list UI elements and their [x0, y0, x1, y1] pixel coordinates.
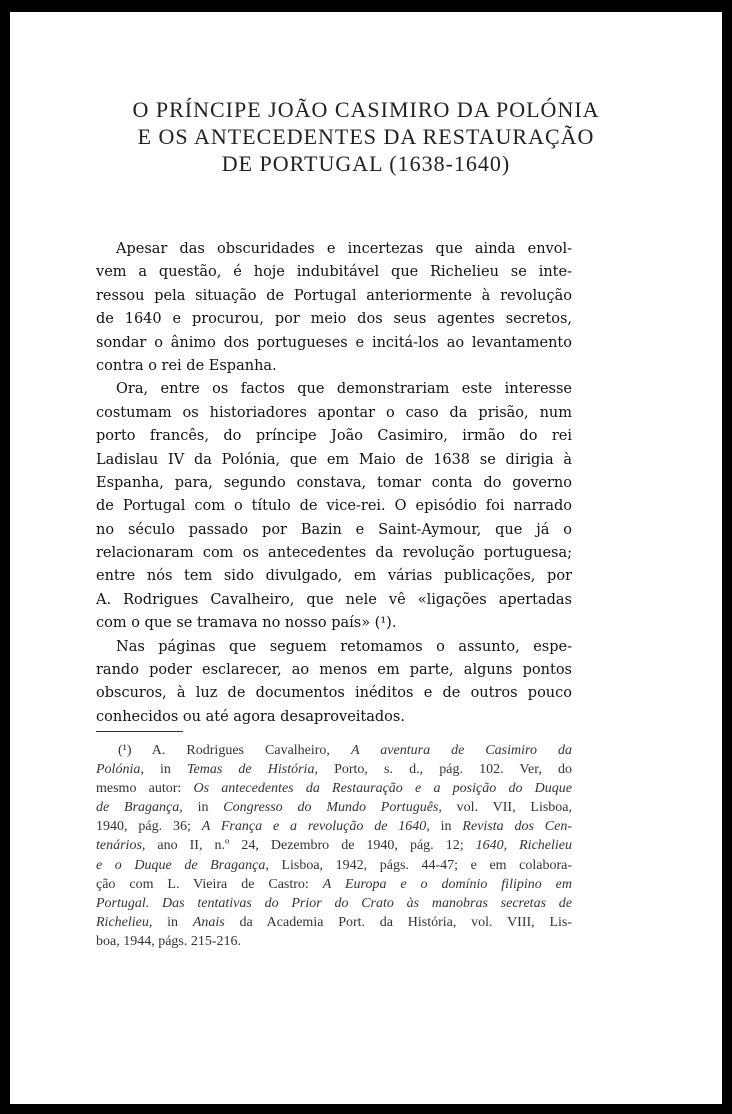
text-line: obscuros, à luz de documentos inéditos e de outros pouco	[96, 685, 572, 702]
footnote-line	[96, 817, 572, 836]
text-line: de Portugal com o título de vice-rei. O episódio foi narrado	[96, 498, 572, 515]
footnote-italic: A aventura de Casimiro da	[350, 743, 572, 758]
text-line: A. Rodrigues Cavalheiro, que nele vê «ligações apertadas	[96, 591, 572, 608]
footnote-italic: 1640, Richelieu	[475, 838, 572, 854]
paragraph-1	[96, 238, 572, 378]
book-page	[10, 12, 722, 1104]
footnote-line	[96, 741, 572, 760]
footnote-italic: Anais	[192, 914, 225, 930]
footnote-italic: Richelieu,	[96, 914, 153, 930]
footnote-line	[96, 894, 572, 913]
text-line: Ladislau IV da Polónia, que em Maio de 1638 se dirigia à	[96, 451, 572, 468]
footnote-line	[96, 798, 572, 817]
footnote-text: da Academia Port. da História, vol. VIII, Lis-	[224, 914, 572, 930]
text-line: ressou pela situação de Portugal anteriormente à revolução	[96, 287, 572, 304]
footnote-line	[96, 932, 572, 951]
text-line: Nas páginas que seguem retomamos o assunto, espe-	[116, 638, 572, 655]
title-line-1: O PRÍNCIPE JOÃO CASIMIRO DA POLÓNIA	[132, 97, 600, 122]
footnote-separator	[96, 731, 183, 732]
footnote-italic: de Bragança,	[96, 800, 183, 816]
footnote-text: in	[429, 819, 463, 835]
chapter-title	[10, 96, 722, 177]
text-line: Espanha, para, segundo constava, tomar conta do governo	[96, 474, 572, 491]
footnote-line	[96, 760, 572, 779]
footnote-text: vol. VII, Lisboa,	[441, 800, 572, 816]
footnote-text: ção com L. Vieira de Castro:	[96, 876, 323, 892]
paragraph-3	[96, 636, 572, 730]
paragraph-2	[96, 378, 572, 635]
text-line: conhecidos ou até agora desaproveitados.	[96, 708, 405, 725]
footnote-italic: Os antecedentes da Restauração e a posição do Duque	[193, 781, 572, 797]
footnote-line	[96, 856, 572, 875]
title-line-2: E OS ANTECEDENTES DA RESTAURAÇÃO	[137, 124, 595, 149]
footnote-italic: A França e a revolução de 1640,	[201, 819, 430, 835]
text-line: contra o rei de Espanha.	[96, 357, 277, 374]
footnote	[96, 741, 572, 951]
text-line: de 1640 e procurou, por meio dos seus agentes secretos,	[96, 311, 572, 328]
footnote-line	[96, 913, 572, 932]
footnote-line	[96, 779, 572, 798]
footnote-text: in	[143, 762, 188, 778]
body-text	[96, 238, 572, 729]
footnote-text: (¹) A. Rodrigues Cavalheiro,	[118, 743, 351, 758]
text-line: com o que se tramava no nosso país» (¹).	[96, 615, 397, 632]
footnote-text: ano II, n.º 24, Dezembro de 1940, pág. 12;	[145, 838, 476, 854]
text-line: no século passado por Bazin e Saint-Aymour, que já o	[96, 521, 572, 538]
footnote-italic: Revista dos Cen-	[462, 819, 573, 835]
footnote-italic: tenários,	[96, 838, 146, 854]
text-line: porto francês, do príncipe João Casimiro, irmão do rei	[96, 428, 572, 445]
footnote-text: mesmo autor:	[96, 781, 194, 797]
text-line: rando poder esclarecer, ao menos em parte, alguns pontos	[96, 662, 572, 679]
footnote-italic: Congresso do Mundo Português,	[223, 800, 442, 816]
footnote-text: Lisboa, 1942, págs. 44-47; e em colabora-	[268, 857, 572, 873]
footnote-italic: A Europa e o domínio filipino em	[322, 876, 572, 892]
title-line-3: DE PORTUGAL (1638-1640)	[221, 151, 511, 176]
footnote-italic: e o Duque de Bragança,	[96, 857, 269, 873]
footnote-text: boa, 1944, págs. 215-216.	[96, 933, 242, 949]
footnote-text: in	[152, 914, 193, 930]
footnote-text: 1940, pág. 36;	[96, 819, 202, 835]
text-line: sondar o ânimo dos portugueses e incitá-los ao levantamento	[96, 334, 572, 351]
footnote-italic: Portugal. Das tentativas do Prior do Crato às manobras secretas de	[96, 895, 572, 911]
footnote-text: Porto, s. d., pág. 102. Ver, do	[317, 762, 573, 778]
footnote-italic: Polónia,	[96, 762, 144, 778]
text-line: Ora, entre os factos que demonstrariam este interesse	[116, 381, 572, 398]
footnote-text: in	[182, 800, 224, 816]
footnote-italic: Temas de História,	[187, 762, 318, 778]
text-line: relacionaram com os antecedentes da revolução portuguesa;	[96, 545, 572, 562]
text-line: vem a questão, é hoje indubitável que Richelieu se inte-	[96, 264, 572, 281]
text-line: costumam os historiadores apontar o caso da prisão, num	[96, 404, 572, 421]
footnote-line	[96, 875, 572, 894]
text-line: entre nós tem sido divulgado, em várias publicações, por	[96, 568, 572, 585]
text-line: Apesar das obscuridades e incertezas que ainda envol-	[116, 241, 572, 257]
footnote-line	[96, 836, 572, 855]
